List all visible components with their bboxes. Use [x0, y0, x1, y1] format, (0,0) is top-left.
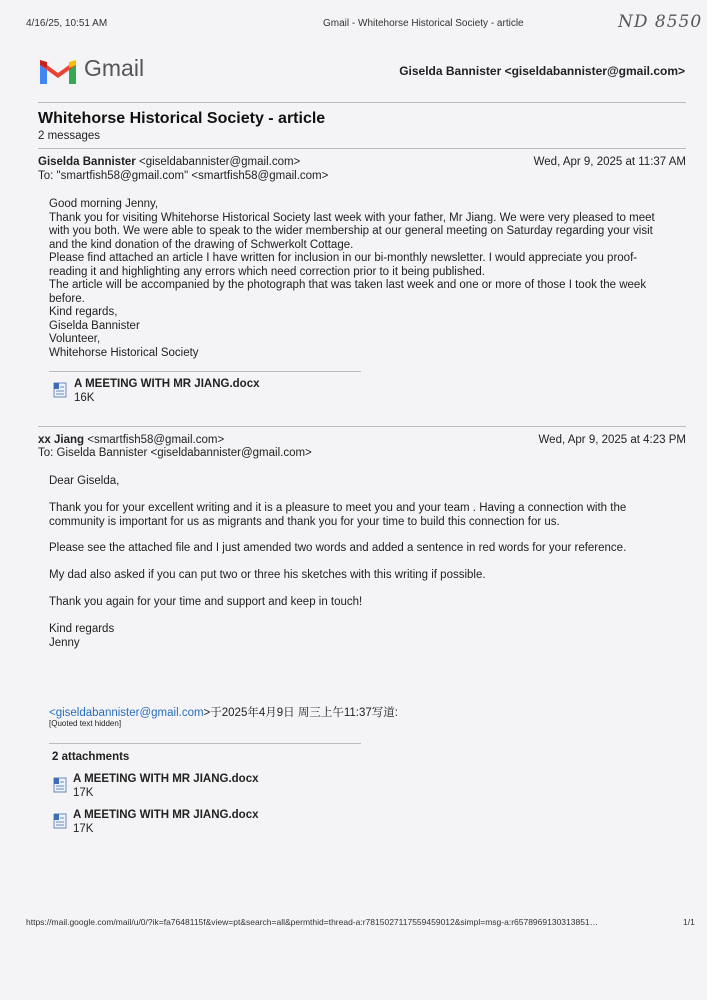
quote-text: >于2025年4月9日 周三上午11:37写道:	[203, 707, 398, 719]
body-line: The article will be accompanied by the photograph that was taken last week and one or more of those I took the week	[49, 279, 647, 291]
message-1-from	[38, 156, 300, 168]
body-line: and the kind donation of the drawing of Schwerkolt Cottage.	[49, 238, 354, 251]
attachment-link[interactable]: A MEETING WITH MR JIANG.docx	[74, 378, 260, 390]
quote-attribution	[49, 704, 398, 720]
message-2-to: To: Giselda Bannister <giseldabannister@gmail.com>	[38, 447, 312, 459]
body-line: Kind regards	[49, 623, 115, 635]
print-title: Gmail - Whitehorse Historical Society - article	[323, 18, 524, 29]
header-divider	[38, 102, 686, 103]
message-1-date: Wed, Apr 9, 2025 at 11:37 AM	[533, 156, 686, 168]
handwritten-note: ND 8550	[618, 12, 703, 32]
attachment-divider	[49, 371, 361, 372]
document-icon	[53, 382, 67, 398]
body-line: Kind regards,	[49, 306, 118, 318]
body-line: Please find attached an article I have written for inclusion in our bi-monthly newsletter. I would appreciate you proof-	[49, 252, 638, 264]
message-2-sender-name: xx Jiang	[38, 434, 85, 446]
print-page-number: 1/1	[683, 917, 695, 927]
attachment-size: 17K	[73, 787, 94, 799]
message-divider	[38, 426, 686, 427]
body-line: Thank you for visiting Whitehorse Historical Society last week with your father, Mr Jiang. We were very pleased to meet	[49, 211, 655, 224]
body-line: reading it and highlighting any errors which need correction prior to it being published.	[49, 265, 485, 278]
message-1-sender-name: Giselda Bannister	[38, 156, 136, 168]
thread-subject: Whitehorse Historical Society - article	[38, 110, 326, 127]
message-2-para-3: My dad also asked if you can put two or three his sketches with this writing if possible.	[49, 569, 486, 581]
document-icon	[53, 777, 67, 793]
subject-divider	[38, 148, 686, 149]
attachment-link[interactable]: A MEETING WITH MR JIANG.docx	[73, 809, 259, 821]
body-line: community is important for us as migrants and thank you for your time to build this connection for us.	[49, 515, 560, 528]
message-2-para-1	[49, 502, 626, 529]
message-1-sender-email: <giseldabannister@gmail.com>	[139, 156, 301, 168]
message-count: 2 messages	[38, 130, 101, 142]
message-1-to: To: "smartfish58@gmail.com" <smartfish58@gmail.com>	[38, 170, 329, 182]
attachment-size: 17K	[73, 823, 94, 835]
attachments-header: 2 attachments	[52, 751, 130, 763]
message-2-from	[38, 434, 224, 446]
body-line: Whitehorse Historical Society	[49, 346, 199, 359]
body-line: Good morning Jenny,	[49, 198, 159, 210]
message-2-greeting: Dear Giselda,	[49, 475, 120, 487]
attachments-divider	[49, 743, 361, 744]
gmail-logo-icon	[38, 56, 78, 86]
account-label: Giselda Bannister <giseldabannister@gmail.com>	[399, 64, 685, 78]
quote-email-link[interactable]: <giseldabannister@gmail.com	[49, 707, 204, 719]
body-line: Thank you for your excellent writing and it is a pleasure to meet you and your team . Having a connection with the	[49, 502, 627, 514]
attachment-link[interactable]: A MEETING WITH MR JIANG.docx	[73, 773, 259, 785]
message-2-signoff	[49, 623, 114, 650]
message-2-para-2: Please see the attached file and I just amended two words and added a sentence in red words for your reference.	[49, 542, 627, 554]
body-line: before.	[49, 292, 85, 305]
attachment-size: 16K	[74, 392, 95, 404]
message-2-para-4: Thank you again for your time and support and keep in touch!	[49, 596, 363, 608]
document-icon	[53, 813, 67, 829]
print-datetime: 4/16/25, 10:51 AM	[26, 18, 108, 29]
message-1-body	[49, 198, 655, 360]
message-2-date: Wed, Apr 9, 2025 at 4:23 PM	[538, 434, 686, 446]
quoted-text-hidden[interactable]: [Quoted text hidden]	[49, 719, 122, 728]
body-line: Giselda Bannister	[49, 319, 140, 332]
body-line: Volunteer,	[49, 333, 101, 345]
gmail-wordmark: Gmail	[84, 55, 145, 81]
body-line: with you both. We were able to speak to the wider membership at our general meeting on Saturday regarding your visit	[49, 225, 653, 237]
print-footer-url: https://mail.google.com/mail/u/0/?ik=fa7648115f&view=pt&search=all&permthid=thread-a:r7815027117559459012&simpl=msg-a:r6578969130313851…	[26, 917, 599, 927]
message-2-sender-email: <smartfish58@gmail.com>	[87, 434, 225, 446]
body-line: Jenny	[49, 636, 80, 649]
